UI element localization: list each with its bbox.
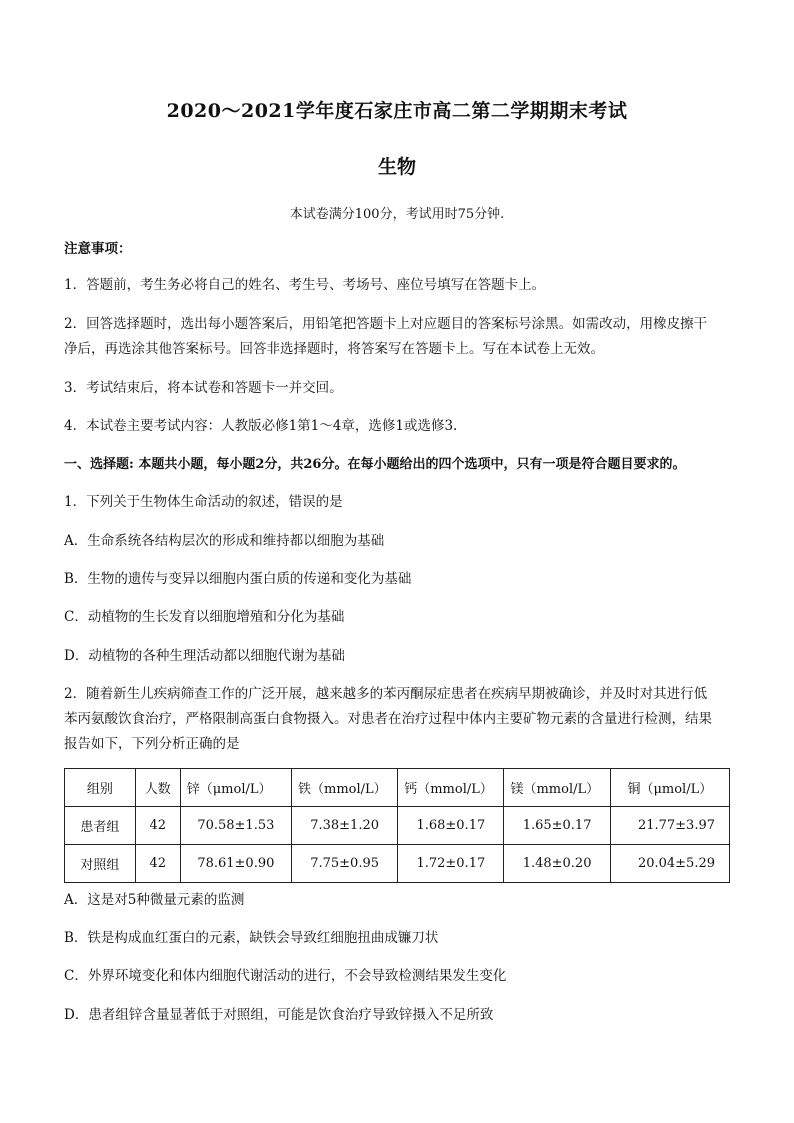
mineral-table — [64, 768, 730, 883]
table-header: 铁（mmol/L） — [292, 769, 398, 807]
q2-option-c: C．外界环境变化和体内细胞代谢活动的进行，不会导致检测结果发生变化 — [64, 968, 507, 984]
table-cell: 42 — [135, 807, 180, 845]
subject-title: 生物 — [377, 156, 416, 178]
table-cell: 21.77±3.97 — [610, 807, 729, 845]
table-cell: 1.48±0.20 — [504, 845, 610, 883]
notice-item-2-cont: 净后，再选涂其他答案标号。回答非选择题时，将答案写在答题卡上。写在本试卷上无效。 — [64, 341, 604, 357]
table-cell: 78.61±0.90 — [180, 845, 291, 883]
table-header: 锌（μmol/L） — [180, 769, 291, 807]
q1-option-c: C．动植物的生长发育以细胞增殖和分化为基础 — [64, 609, 345, 625]
table-header: 镁（mmol/L） — [504, 769, 610, 807]
q2-option-b: B．铁是构成血红蛋白的元素，缺铁会导致红细胞扭曲成镰刀状 — [64, 930, 439, 946]
table-row — [65, 807, 730, 845]
table-cell: 对照组 — [65, 845, 136, 883]
table-header-row — [65, 769, 730, 807]
table-cell: 1.68±0.17 — [398, 807, 504, 845]
table-cell: 20.04±5.29 — [610, 845, 729, 883]
exam-subtitle: 本试卷满分100分，考试用时75分钟. — [289, 207, 505, 222]
table-cell: 7.75±0.95 — [292, 845, 398, 883]
table-cell: 1.65±0.17 — [504, 807, 610, 845]
table-cell: 7.38±1.20 — [292, 807, 398, 845]
table-cell: 70.58±1.53 — [180, 807, 291, 845]
notice-item-3: 3．考试结束后，将本试卷和答题卡一并交回。 — [64, 380, 343, 396]
table-header: 人数 — [135, 769, 180, 807]
q1-option-d: D．动植物的各种生理活动都以细胞代谢为基础 — [64, 648, 345, 664]
table-row — [65, 845, 730, 883]
exam-title: 2020～2021学年度石家庄市高二第二学期期末考试 — [166, 100, 628, 122]
table-cell: 患者组 — [65, 807, 136, 845]
section-heading: 一、选择题: 本题共小题，每小题2分，共26分。在每小题给出的四个选项中，只有一项是符合题目要求的。 — [64, 457, 686, 472]
q1-option-b: B．生物的遗传与变异以细胞内蛋白质的传递和变化为基础 — [64, 571, 412, 587]
table-header: 铜（μmol/L） — [610, 769, 729, 807]
notice-item-2: 2．回答选择题时，选出每小题答案后，用铅笔把答题卡上对应题目的答案标号涂黑。如需改动，用橡皮擦干 — [64, 316, 708, 332]
q2-option-a: A．这是对5种微量元素的监测 — [64, 892, 245, 908]
table-cell: 42 — [135, 845, 180, 883]
notice-heading: 注意事项： — [64, 241, 132, 257]
q1-stem: 1．下列关于生物体生命活动的叙述，错误的是 — [64, 494, 343, 510]
q2-stem-line-3: 报告如下，下列分析正确的是 — [64, 736, 240, 752]
notice-item-1: 1．答题前，考生务必将自己的姓名、考生号、考场号、座位号填写在答题卡上。 — [64, 277, 546, 293]
table-header: 组别 — [65, 769, 136, 807]
q2-stem-line-1: 2．随着新生儿疾病筛查工作的广泛开展，越来越多的苯丙酮尿症患者在疾病早期被确诊，并及时对其进行低 — [64, 686, 708, 702]
q1-option-a: A．生命系统各结构层次的形成和维持都以细胞为基础 — [64, 533, 385, 549]
table-cell: 1.72±0.17 — [398, 845, 504, 883]
q2-option-d: D．患者组锌含量显著低于对照组，可能是饮食治疗导致锌摄入不足所致 — [64, 1007, 494, 1023]
notice-item-4: 4．本试卷主要考试内容：人教版必修1第1～4章，选修1或选修3. — [64, 418, 458, 434]
table-header: 钙（mmol/L） — [398, 769, 504, 807]
q2-stem-line-2: 苯丙氨酸饮食治疗，严格限制高蛋白食物摄入。对患者在治疗过程中体内主要矿物元素的含量进行检测，结果 — [64, 711, 712, 727]
